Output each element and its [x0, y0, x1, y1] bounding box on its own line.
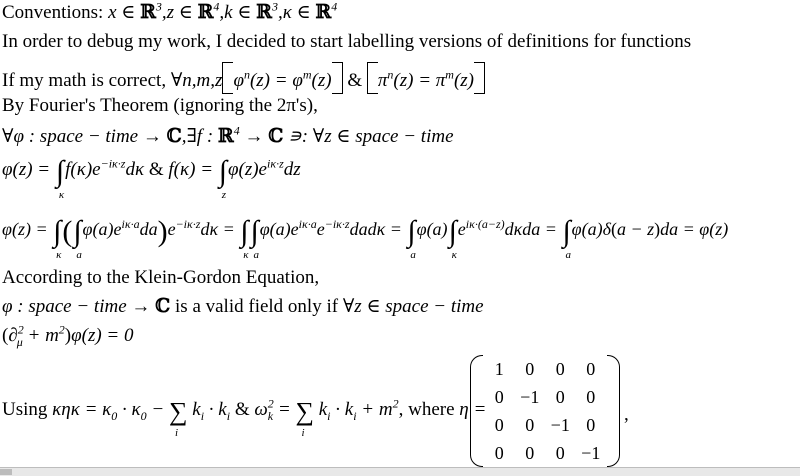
- matrix-cell: 0: [525, 443, 535, 463]
- valid-field-text: is a valid field only if: [175, 296, 339, 317]
- hypothesis-math: ∀n,m,z $\varphi^n(z) = \varphi^m(z)$ & $\pi^n(z) = \pi^m(z)$: [171, 70, 485, 91]
- matrix-trailing-comma: ,: [624, 404, 629, 425]
- fourier-transform-pair: φ(z) = ∫ κ $f(\kappa)e^{-i\kappa\cdot z}d\kappa$ & f(κ) = ∫ z $\varphi(z)e^{i\kappa\cdot z}dz$: [2, 155, 301, 201]
- valid-field-line: φ : space − time → ℂ is a valid field only if ∀z ∈ space − time: [2, 295, 484, 317]
- klein-gordon-equation: $(\partial^2_\mu + m^2)\varphi(z) = 0$: [2, 322, 134, 349]
- fourier-heading: By Fourier's Theorem (ignoring the 2π's),: [2, 95, 318, 116]
- eta-symbol: η =: [459, 399, 487, 420]
- matrix-cell: 0: [494, 415, 504, 435]
- matrix-cell: 0: [586, 387, 596, 407]
- conventions-label: Conventions:: [2, 2, 104, 23]
- matrix-cell: −1: [581, 443, 601, 463]
- conventions-line: [2, 2, 337, 24]
- matrix-left-paren: [470, 355, 483, 467]
- metric-matrix: [470, 355, 620, 467]
- matrix-right-paren: [607, 355, 620, 467]
- matrix-cell: 0: [494, 387, 504, 407]
- klein-gordon-heading: According to the Klein-Gordon Equation,: [2, 267, 320, 288]
- intro-paragraph: In order to debug my work, I decided to start labelling versions of definitions for functions: [2, 31, 692, 52]
- matrix-cell: 0: [555, 387, 565, 407]
- matrix-cell: 1: [494, 359, 504, 379]
- matrix-cell: 0: [555, 443, 565, 463]
- matrix-grid: [484, 359, 606, 463]
- fourier-derivation: φ(z) = ∫ κ (∫ a $\varphi(a)e^{i\kappa\cdot a}da)e^{-i\kappa\cdot z}d\kappa$ = ∫ κ ∫ a $\varphi(a)e^{i\kappa\cdot a}e^{-i\kappa\cdot z}dad\kappa$ = ∫ a φ(a)∫ κ $e^{i\kappa\cdot(a-z)}d\kappa da$ = ∫ a φ(a)δ(a − z)da = φ(z): [2, 215, 729, 261]
- fourier-existence: ∀φ : space − time → ℂ,∃f : ℝ$^4$ → ℂ ∍: ∀z ∈ space − time: [2, 123, 454, 147]
- hypothesis-line: [2, 62, 485, 94]
- matrix-cell: 0: [555, 359, 565, 379]
- matrix-cell: 0: [494, 443, 504, 463]
- matrix-cell: 0: [525, 415, 535, 435]
- matrix-cell: −1: [520, 387, 540, 407]
- matrix-cell: 0: [525, 359, 535, 379]
- where-word: where: [408, 399, 455, 420]
- hypothesis-prefix: If my math is correct,: [2, 70, 167, 91]
- matrix-cell: 0: [586, 359, 596, 379]
- scrollbar-thumb[interactable]: [0, 469, 12, 475]
- metric-definition-line: Using $\kappa\eta\kappa = \kappa_0 \cdot \kappa_0$ − ∑ i $k_i \cdot k_i$ & $\omega^2_k$ = ∑ i $k_i \cdot k_i + m^2$, where η =: [2, 396, 487, 439]
- matrix-cell: 0: [586, 415, 596, 435]
- using-word: Using: [2, 399, 48, 420]
- conventions-math: x ∈ ℝ$^3$,z ∈ ℝ$^4$,k ∈ ℝ$^3$,κ ∈ ℝ$^4$: [108, 0, 338, 23]
- matrix-cell: −1: [550, 415, 570, 435]
